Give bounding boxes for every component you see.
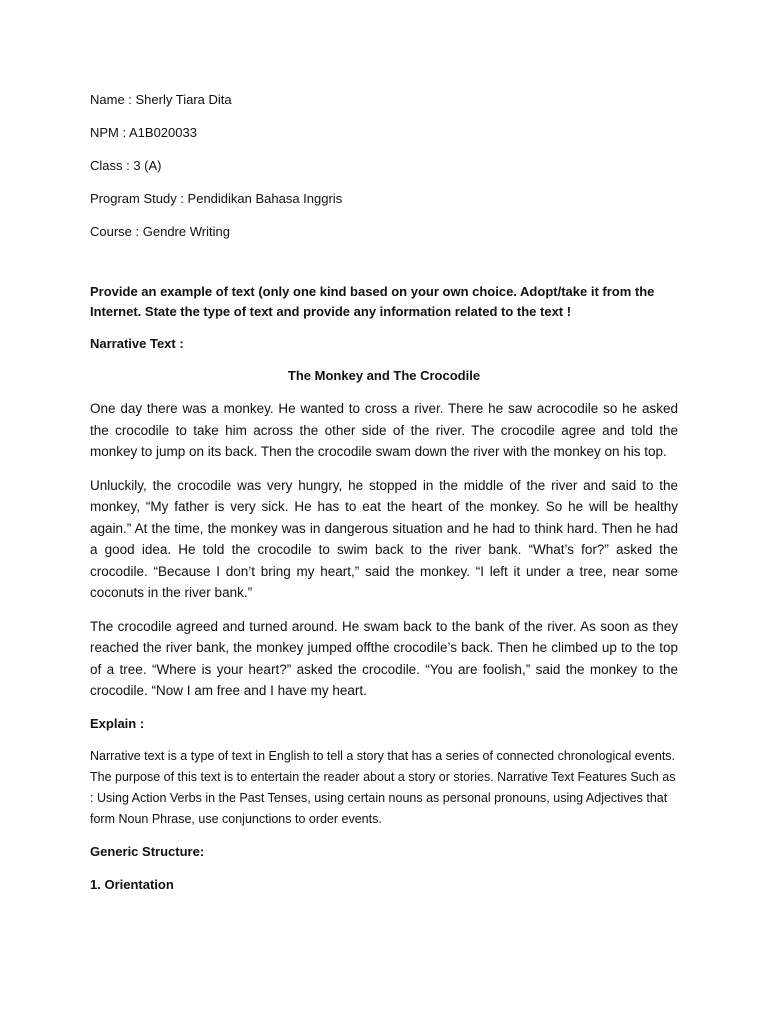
assignment-prompt: Provide an example of text (only one kind based on your own choice. Adopt/take it from the Internet. State the type of text and provide any information related to the text ! bbox=[90, 284, 655, 319]
generic-structure-item-orientation: 1. Orientation bbox=[90, 876, 174, 892]
student-npm: NPM : A1B020033 bbox=[90, 125, 197, 140]
explain-label: Explain : bbox=[90, 715, 145, 731]
explain-paragraph: Narrative text is a type of text in English to tell a story that has a series of connected chronological events. The purpose of this text is to entertain the reader about a story or stories. Narrative Text Features Such as : Using Action Verbs in the Past Tenses, using certain nouns as personal pronouns, using Adjectives that form Noun Phrase, use conjunctions to order events. bbox=[90, 748, 676, 826]
generic-structure-label: Generic Structure: bbox=[90, 843, 205, 859]
story-paragraph-1: One day there was a monkey. He wanted to cross a river. There he saw acrocodile so he asked the crocodile to take him across the other side of the river. The crocodile agree and told the monkey to jump on its back. Then the crocodile swam down the river with the monkey on his top. bbox=[90, 401, 678, 459]
story-paragraph-2: Unluckily, the crocodile was very hungry, he stopped in the middle of the river and said to the monkey, “My father is very sick. He has to eat the heart of the monkey. So he will be healthy again.” At the time, the monkey was in dangerous situation and he had to think hard. Then he had a good idea. He told the crocodile to swim back to the river bank. “What’s for?” asked the crocodile. “Because I don’t bring my heart,” said the monkey. “I left it under a tree, near some coconuts in the river bank.” bbox=[90, 477, 678, 600]
document-page bbox=[90, 90, 678, 908]
student-class: Class : 3 (A) bbox=[90, 158, 162, 173]
narrative-text-label: Narrative Text : bbox=[90, 336, 184, 351]
course-name: Course : Gendre Writing bbox=[90, 224, 230, 239]
story-title: The Monkey and The Crocodile bbox=[287, 368, 481, 383]
program-study: Program Study : Pendidikan Bahasa Inggris bbox=[90, 191, 343, 206]
story-paragraph-3: The crocodile agreed and turned around. He swam back to the bank of the river. As soon as they reached the river bank, the monkey jumped offthe crocodile’s back. Then he climbed up to the top of a tree. “Where is your heart?” asked the crocodile. “You are foolish,” said the monkey to the crocodile. “Now I am free and I have my heart. bbox=[90, 618, 678, 698]
student-name: Name : Sherly Tiara Dita bbox=[90, 92, 232, 107]
